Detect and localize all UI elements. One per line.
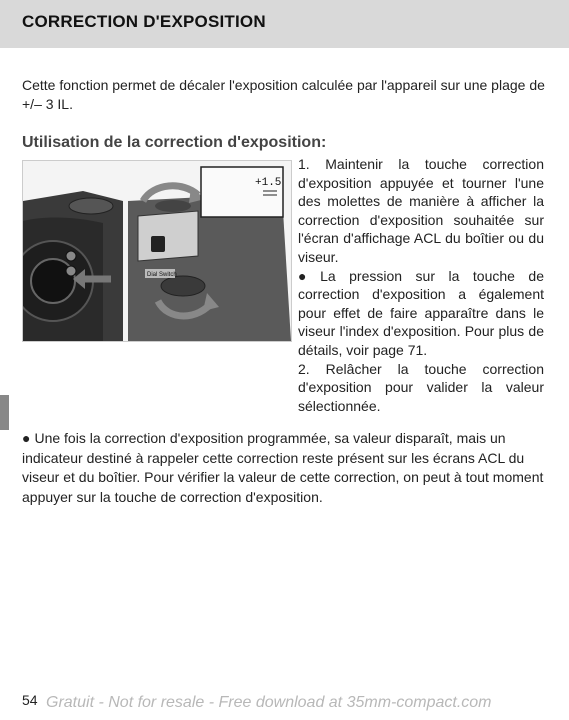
button-label: Dial Switch xyxy=(147,272,177,278)
step-bullet xyxy=(298,267,544,360)
bullet-icon: ● xyxy=(22,430,31,446)
page-edge-tab xyxy=(0,395,9,430)
page-number: 54 xyxy=(22,692,38,708)
bullet-icon: ● xyxy=(298,267,317,284)
watermark: Gratuit - Not for resale - Free download at 35mm-compact.com xyxy=(46,694,492,711)
step-bullet-text: La pression sur la touche de correction d'exposition a également pour effet de faire apparaître dans le viseur l'index d'exposition. Pour plus de détails, voir page 71. xyxy=(298,267,545,358)
step-1: 1. Maintenir la touche correction d'exposition appuyée et tourner l'une des molettes de manière à afficher la correction d'exposition souhaitée sur l'écran d'affichage ACL du boîtier ou du viseur. xyxy=(298,156,544,265)
note-paragraph xyxy=(22,429,545,507)
page-title: CORRECTION D'EXPOSITION xyxy=(22,12,266,31)
section-heading: Utilisation de la correction d'exposition: xyxy=(22,134,327,151)
camera-drawing xyxy=(23,161,291,341)
intro-paragraph: Cette fonction permet de décaler l'exposition calculée par l'appareil sur une plage de +/– 3 IL. xyxy=(22,77,545,112)
camera-illustration xyxy=(22,160,292,342)
note-text: Une fois la correction d'exposition programmée, sa valeur disparaît, mais un indicateur destiné à rappeler cette correction reste présent sur les écrans ACL du viseur et du boîtier. Pour vérifier la valeur de cette correction, on peut à tout moment appuyer sur la touche de correction d'exposition. xyxy=(22,430,544,505)
step-2: 2. Relâcher la touche correction d'exposition pour valider la valeur sélectionnée. xyxy=(298,360,544,414)
lcd-readout: +1.5 xyxy=(255,177,282,189)
steps-list xyxy=(298,155,544,415)
